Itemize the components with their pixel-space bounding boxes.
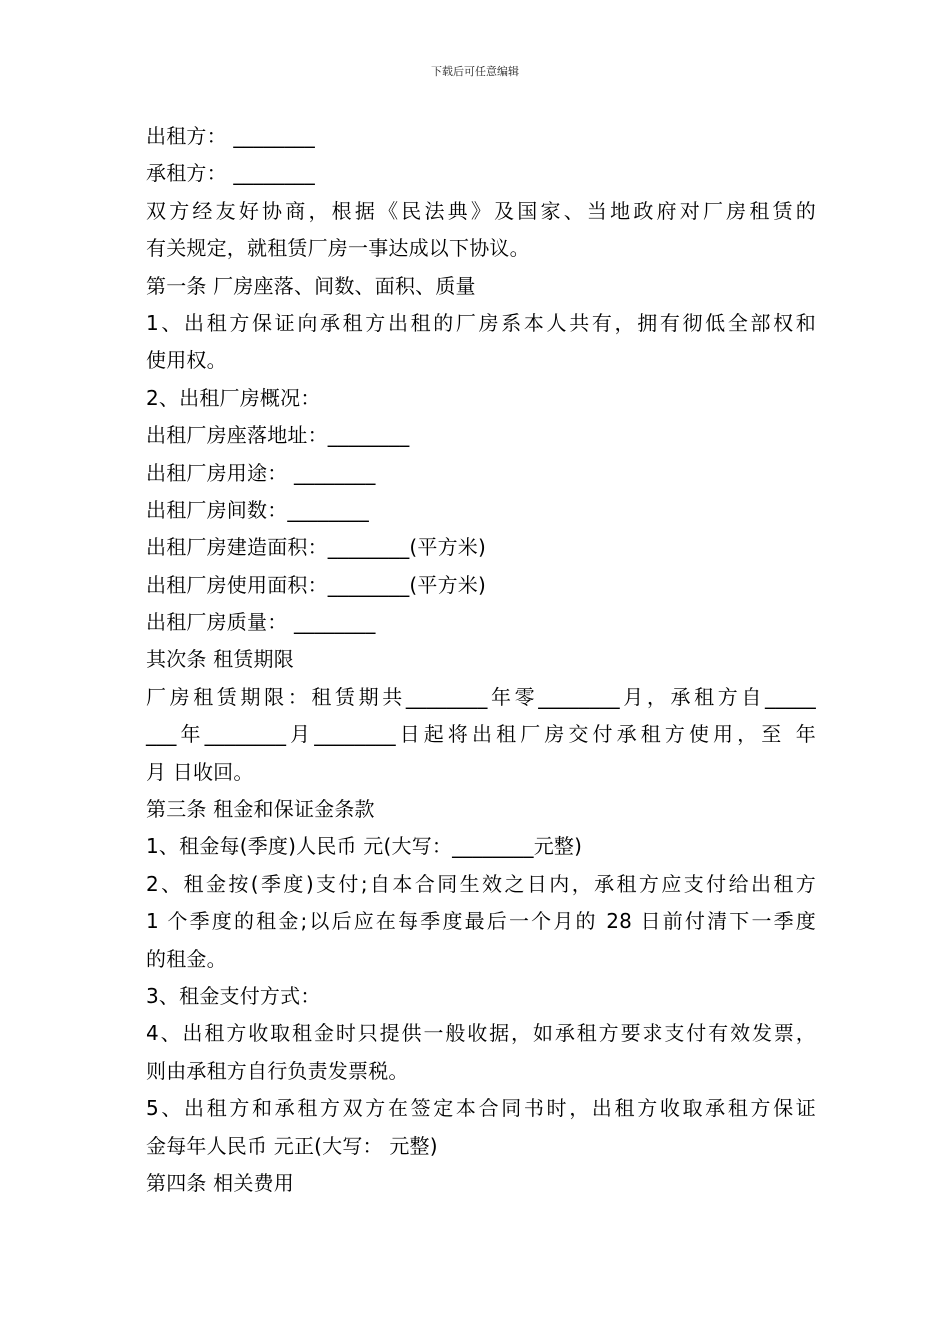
document-line: 其次条 租赁期限 [146,647,294,672]
page-header: 下载后可任意编辑 [431,65,519,78]
document-line: 第四条 相关费用 [146,1170,294,1195]
document-line: 1 个季度的租金;以后应在每季度最后一个月的 28 日前付清下一季度 [146,909,816,934]
document-line: 双方经友好协商，根据《民法典》及国家、当地政府对厂房租赁的 [146,198,816,223]
document-line: 金每年人民币 元正(大写： 元整) [146,1133,438,1158]
document-line: 出租厂房间数：________ [146,497,369,522]
document-line: 出租厂房使用面积：________(平方米) [146,572,487,597]
document-line: 第一条 厂房座落、间数、面积、质量 [146,273,476,298]
document-line: ___年________月________日起将出租厂房交付承租方使用，至 年 [146,722,816,747]
document-line: 厂房租赁期限：租赁期共________年零________月，承租方自_____ [146,684,816,709]
document-line: 出租厂房建造面积：________(平方米) [146,535,487,560]
document-line: 2、出租厂房概况： [146,385,321,410]
document-line: 出租厂房质量： ________ [146,610,376,635]
document-line: 2、租金按(季度)支付;自本合同生效之日内，承租方应支付给出租方 [146,871,816,896]
document-line: 1、出租方保证向承租方出租的厂房系本人共有，拥有彻低全部权和 [146,310,816,335]
document-line: 的租金。 [146,946,227,971]
document-line: 4、出租方收取租金时只提供一般收据，如承租方要求支付有效发票， [146,1021,816,1046]
document-line: 3、租金支付方式： [146,983,321,1008]
document-line: 月 日收回。 [146,759,254,784]
document-line: 出租厂房座落地址：________ [146,423,410,448]
document-line: 5、出租方和承租方双方在签定本合同书时，出租方收取承租方保证 [146,1096,816,1121]
document-line: 承租方： ________ [146,161,315,186]
document-line: 有关规定，就租赁厂房一事达成以下协议。 [146,236,530,261]
document-line: 使用权。 [146,348,227,373]
document-line: 第三条 租金和保证金条款 [146,797,375,822]
document-line: 出租方： ________ [146,124,315,148]
document-body [146,118,816,1202]
document-line: 则由承租方自行负责发票税。 [146,1058,409,1083]
document-line: 1、租金每(季度)人民币 元(大写：________元整) [146,834,583,859]
document-line: 出租厂房用途： ________ [146,460,376,485]
